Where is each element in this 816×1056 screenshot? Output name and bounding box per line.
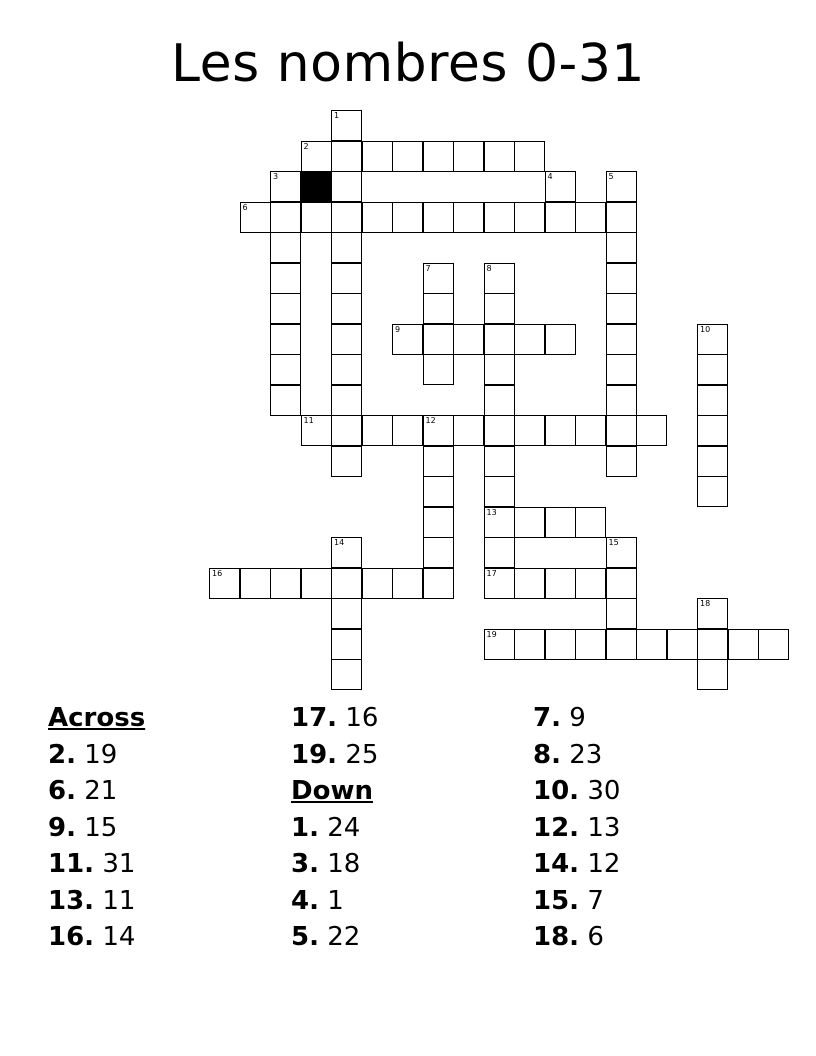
clue-value: 16 xyxy=(337,703,379,733)
clue-value: 7 xyxy=(579,885,604,916)
grid-cell[interactable] xyxy=(636,415,667,446)
grid-cell[interactable] xyxy=(697,324,728,355)
clue-number-label: 18. xyxy=(533,922,580,952)
clue-column-1 xyxy=(48,700,145,956)
clue-value: 21 xyxy=(75,776,118,806)
clue-item xyxy=(48,919,145,956)
page-title: Les nombres 0-31 xyxy=(171,34,645,94)
grid-cell[interactable] xyxy=(484,568,515,599)
clue-value: 9 xyxy=(560,703,586,733)
grid-cell[interactable] xyxy=(545,324,576,355)
grid-cell[interactable] xyxy=(270,354,301,385)
clue-item xyxy=(291,737,378,774)
grid-cell[interactable] xyxy=(606,171,637,202)
grid-cell[interactable] xyxy=(697,354,728,385)
grid-cell[interactable] xyxy=(606,415,637,446)
grid-cell[interactable] xyxy=(331,354,362,385)
grid-cell[interactable] xyxy=(484,293,515,324)
grid-cell[interactable] xyxy=(423,202,454,233)
grid-cell[interactable] xyxy=(697,476,728,507)
clue-item xyxy=(533,810,620,847)
clue-value: 19 xyxy=(75,739,118,770)
grid-cell[interactable] xyxy=(606,537,637,568)
clue-item xyxy=(291,700,378,737)
grid-cell[interactable] xyxy=(514,507,545,538)
grid-cell[interactable] xyxy=(484,324,515,355)
grid-cell[interactable] xyxy=(667,629,698,660)
grid-cell[interactable] xyxy=(484,141,515,172)
grid-cell[interactable] xyxy=(331,110,362,141)
grid-cell[interactable] xyxy=(484,354,515,385)
grid-cell[interactable] xyxy=(423,415,454,446)
grid-cell[interactable] xyxy=(270,263,301,294)
grid-cell[interactable] xyxy=(484,507,515,538)
grid-cell[interactable] xyxy=(331,537,362,568)
clue-number: 4 xyxy=(547,172,553,181)
grid-cell[interactable] xyxy=(606,385,637,416)
clue-item xyxy=(48,883,145,920)
grid-cell[interactable] xyxy=(606,263,637,294)
grid-cell[interactable] xyxy=(331,171,362,202)
grid-cell[interactable] xyxy=(362,568,393,599)
clue-item xyxy=(291,919,378,956)
clue-heading: Down xyxy=(291,776,373,806)
grid-cell[interactable] xyxy=(514,141,545,172)
grid-cell[interactable] xyxy=(270,293,301,324)
grid-cell[interactable] xyxy=(484,446,515,477)
clue-number-label: 8. xyxy=(533,739,561,770)
clue-item xyxy=(48,773,145,810)
grid-cell[interactable] xyxy=(331,232,362,263)
clue-number: 3 xyxy=(273,172,279,181)
clue-number: 19 xyxy=(486,629,497,639)
clue-number: 1 xyxy=(334,111,340,120)
clue-number: 15 xyxy=(608,538,619,547)
grid-cell[interactable] xyxy=(240,568,271,599)
clue-number: 9 xyxy=(395,324,401,334)
clue-column-3 xyxy=(533,700,620,956)
grid-cell[interactable] xyxy=(331,568,362,599)
clue-number-label: 6. xyxy=(48,776,76,806)
grid-cell[interactable] xyxy=(484,629,515,660)
grid-cell[interactable] xyxy=(514,629,545,660)
clue-value: 1 xyxy=(318,885,344,916)
grid-cell[interactable] xyxy=(575,507,606,538)
clue-value: 14 xyxy=(94,922,136,952)
clue-column-2 xyxy=(291,700,378,956)
grid-cell[interactable] xyxy=(606,446,637,477)
clue-value: 30 xyxy=(579,776,621,806)
clue-number-label: 9. xyxy=(48,812,76,843)
grid-cell[interactable] xyxy=(697,629,728,660)
clue-number: 16 xyxy=(212,568,223,578)
grid-cell[interactable] xyxy=(545,415,576,446)
grid-cell[interactable] xyxy=(514,415,545,446)
grid-cell[interactable] xyxy=(423,476,454,507)
grid-cell[interactable] xyxy=(270,171,301,202)
grid-cell[interactable] xyxy=(423,141,454,172)
clue-value: 6 xyxy=(579,922,604,952)
grid-cell[interactable] xyxy=(697,385,728,416)
clue-number-label: 13. xyxy=(48,885,95,916)
clue-item xyxy=(291,883,378,920)
grid-cell[interactable] xyxy=(606,629,637,660)
grid-cell[interactable] xyxy=(575,629,606,660)
grid-cell[interactable] xyxy=(606,568,637,599)
clue-number: 13 xyxy=(486,507,497,517)
grid-cell[interactable] xyxy=(331,202,362,233)
clue-value: 24 xyxy=(318,812,361,843)
clue-value: 22 xyxy=(318,922,361,952)
grid-cell[interactable] xyxy=(362,141,393,172)
grid-cell[interactable] xyxy=(392,141,423,172)
grid-cell[interactable] xyxy=(484,476,515,507)
grid-cell[interactable] xyxy=(606,293,637,324)
grid-cell[interactable] xyxy=(423,446,454,477)
clue-number-label: 5. xyxy=(291,922,319,952)
grid-cell[interactable] xyxy=(301,568,332,599)
grid-cell[interactable] xyxy=(301,202,332,233)
grid-cell[interactable] xyxy=(392,324,423,355)
clue-value: 15 xyxy=(75,812,118,843)
grid-cell[interactable] xyxy=(606,232,637,263)
clue-number-label: 14. xyxy=(533,849,580,879)
clue-number-label: 2. xyxy=(48,739,76,770)
grid-cell[interactable] xyxy=(331,141,362,172)
grid-cell[interactable] xyxy=(423,507,454,538)
grid-cell[interactable] xyxy=(301,415,332,446)
grid-cell[interactable] xyxy=(423,263,454,294)
clue-number-label: 3. xyxy=(291,849,319,879)
grid-cell[interactable] xyxy=(331,263,362,294)
clue-item xyxy=(533,773,620,810)
grid-cell[interactable] xyxy=(362,415,393,446)
grid-cell[interactable] xyxy=(575,415,606,446)
clue-value: 25 xyxy=(337,739,379,770)
grid-cell[interactable] xyxy=(331,598,362,629)
grid-cell[interactable] xyxy=(270,232,301,263)
clue-value: 31 xyxy=(94,849,136,879)
grid-cell[interactable] xyxy=(270,385,301,416)
clue-number: 11 xyxy=(303,416,314,425)
blocked-cell xyxy=(301,171,332,202)
clue-number-label: 1. xyxy=(291,812,319,843)
grid-cell[interactable] xyxy=(331,293,362,324)
grid-cell[interactable] xyxy=(423,324,454,355)
grid-cell[interactable] xyxy=(331,659,362,690)
grid-cell[interactable] xyxy=(392,202,423,233)
clue-number: 18 xyxy=(700,599,711,608)
grid-cell[interactable] xyxy=(392,568,423,599)
grid-cell[interactable] xyxy=(697,598,728,629)
clue-number: 7 xyxy=(425,263,431,273)
grid-cell[interactable] xyxy=(270,324,301,355)
clue-item xyxy=(48,737,145,774)
clue-number: 12 xyxy=(425,416,436,425)
grid-cell[interactable] xyxy=(758,629,789,660)
grid-cell[interactable] xyxy=(453,415,484,446)
grid-cell[interactable] xyxy=(514,568,545,599)
clue-number-label: 17. xyxy=(291,703,338,733)
clue-item xyxy=(533,883,620,920)
grid-cell[interactable] xyxy=(545,171,576,202)
clue-item xyxy=(533,700,620,737)
grid-cell[interactable] xyxy=(270,202,301,233)
grid-cell[interactable] xyxy=(331,415,362,446)
grid-cell[interactable] xyxy=(606,354,637,385)
grid-cell[interactable] xyxy=(331,385,362,416)
grid-cell[interactable] xyxy=(636,629,667,660)
grid-cell[interactable] xyxy=(484,415,515,446)
grid-cell[interactable] xyxy=(270,568,301,599)
clue-value: 11 xyxy=(94,885,136,916)
clue-number-label: 11. xyxy=(48,849,95,879)
grid-cell[interactable] xyxy=(728,629,759,660)
grid-cell[interactable] xyxy=(331,629,362,660)
grid-cell[interactable] xyxy=(545,568,576,599)
clue-value: 13 xyxy=(579,812,621,843)
grid-cell[interactable] xyxy=(484,537,515,568)
grid-cell[interactable] xyxy=(423,537,454,568)
grid-cell[interactable] xyxy=(697,446,728,477)
grid-cell[interactable] xyxy=(484,202,515,233)
clue-number-label: 4. xyxy=(291,885,319,916)
clue-item xyxy=(533,737,620,774)
clue-number-label: 12. xyxy=(533,812,580,843)
grid-cell[interactable] xyxy=(514,202,545,233)
clue-value: 18 xyxy=(318,849,361,879)
grid-cell[interactable] xyxy=(545,629,576,660)
grid-cell[interactable] xyxy=(545,202,576,233)
grid-cell[interactable] xyxy=(453,324,484,355)
grid-cell[interactable] xyxy=(453,202,484,233)
grid-cell[interactable] xyxy=(331,446,362,477)
grid-cell[interactable] xyxy=(606,324,637,355)
grid-cell[interactable] xyxy=(575,202,606,233)
grid-cell[interactable] xyxy=(423,568,454,599)
clue-number-label: 10. xyxy=(533,776,580,806)
grid-cell[interactable] xyxy=(423,354,454,385)
grid-cell[interactable] xyxy=(209,568,240,599)
grid-cell[interactable] xyxy=(575,568,606,599)
clue-number: 6 xyxy=(242,202,248,212)
clue-item xyxy=(291,846,378,883)
clue-value: 12 xyxy=(579,849,621,879)
clue-item xyxy=(533,919,620,956)
grid-cell[interactable] xyxy=(392,415,423,446)
clue-number: 5 xyxy=(608,172,614,181)
grid-cell[interactable] xyxy=(362,202,393,233)
clue-number: 14 xyxy=(334,538,345,547)
grid-cell[interactable] xyxy=(423,293,454,324)
clue-value: 23 xyxy=(560,739,603,770)
grid-cell[interactable] xyxy=(697,659,728,690)
grid-cell[interactable] xyxy=(484,385,515,416)
clue-number-label: 15. xyxy=(533,885,580,916)
grid-cell[interactable] xyxy=(514,324,545,355)
clue-number: 8 xyxy=(486,263,492,273)
clue-item xyxy=(533,846,620,883)
clue-number: 17 xyxy=(486,568,497,578)
clue-item xyxy=(48,810,145,847)
clue-item xyxy=(291,810,378,847)
grid-cell[interactable] xyxy=(606,598,637,629)
grid-cell[interactable] xyxy=(301,141,332,172)
grid-cell[interactable] xyxy=(331,324,362,355)
grid-cell[interactable] xyxy=(453,141,484,172)
grid-cell[interactable] xyxy=(545,507,576,538)
grid-cell[interactable] xyxy=(484,263,515,294)
clue-number-label: 19. xyxy=(291,739,338,770)
clue-number-label: 7. xyxy=(533,703,561,733)
clue-item xyxy=(48,846,145,883)
clue-number: 2 xyxy=(303,141,309,151)
grid-cell[interactable] xyxy=(697,415,728,446)
clue-heading: Across xyxy=(48,703,146,733)
grid-cell[interactable] xyxy=(240,202,271,233)
clue-number-label: 16. xyxy=(48,922,95,952)
clue-number: 10 xyxy=(700,324,711,334)
grid-cell[interactable] xyxy=(606,202,637,233)
